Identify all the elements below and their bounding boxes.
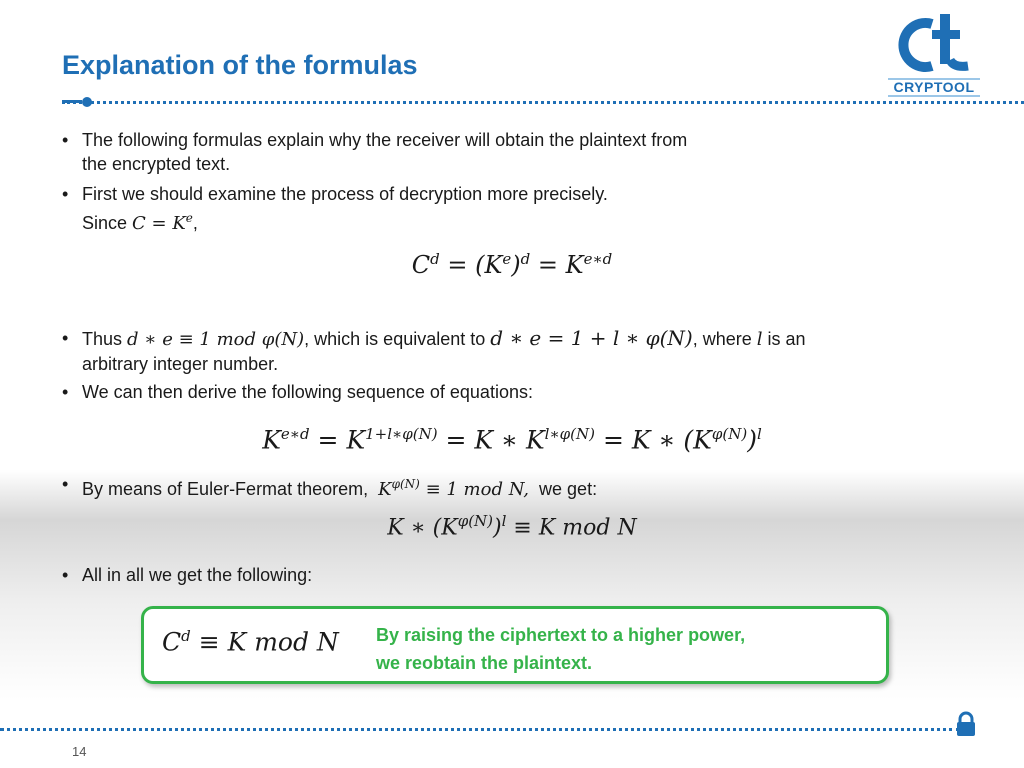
bullet-4 [62,380,912,404]
bullet-1-line1: The following formulas explain why the receiver will obtain the plaintext from [82,130,688,150]
bullet-6 [62,563,912,587]
equation-2: $K^{e∗d} = K^{1+l∗\varphi(N)} = K$ ∗ $K^{l∗\varphi(N)} = K$ ∗ $(K^{\varphi(N)})^l$ [262,425,762,455]
page-number: 14 [72,744,87,759]
bullet-3-line2: arbitrary integer number. [82,354,279,374]
cryptool-logo [888,10,980,96]
bullet-5-prefix: By means of Euler-Fermat theorem, [82,479,369,499]
bullet-4-text: We can then derive the following sequence of equations: [82,382,533,402]
bullet-5-suffix: we get: [539,479,598,499]
bullet-5 [62,472,912,502]
lock-icon [955,711,977,737]
top-divider-dot [82,97,92,107]
result-formula: $C^d \equiv K$ mod N [162,627,339,657]
bullet-6-text: All in all we get the following: [82,565,313,585]
bullet-1-line2: the encrypted text. [82,154,231,174]
top-divider [62,101,1024,104]
bullet-2-math: $C = K^e$ [132,211,193,234]
slide-title: Explanation of the formulas [62,50,418,80]
result-note-line2: we reobtain the plaintext. [376,653,593,673]
bullet-3-prefix: Thus [82,329,123,349]
ct-logo-icon [888,10,980,80]
bullet-2-line1: First we should examine the process of decryption more precisely. [82,184,608,204]
bullet-3-where: , where [692,329,752,349]
bullet-3-suffix: is an [767,329,806,349]
equation-3: K ∗ $(K^{\varphi(N)})^l \equiv K$ mod N [387,512,637,541]
bullet-3-math3: l [756,329,763,350]
result-note [376,621,856,677]
logo-text: CRYPTOOL [888,78,980,97]
bullet-3 [62,326,912,376]
bullet-2-comma: , [192,213,198,233]
result-box [141,606,889,684]
bullet-5-math: $K^{\varphi(N)} \equiv 1$ mod N, [378,477,530,500]
top-divider-key [62,100,82,103]
equation-1: $C^d = (K^e)^d = K^{e∗d}$ [411,250,613,279]
result-note-line1: By raising the ciphertext to a higher power, [376,625,746,645]
bullet-3-math1: d ∗ e ≡ 1 mod φ(N) [127,329,305,350]
bullet-3-math2: d ∗ e = 1 + l ∗ φ(N) [490,326,693,350]
bullet-2-since: Since [82,213,128,233]
bullet-3-middle: , which is equivalent to [304,329,486,349]
bullet-1 [62,128,912,176]
bullet-2 [62,182,912,236]
bottom-divider [0,728,960,731]
